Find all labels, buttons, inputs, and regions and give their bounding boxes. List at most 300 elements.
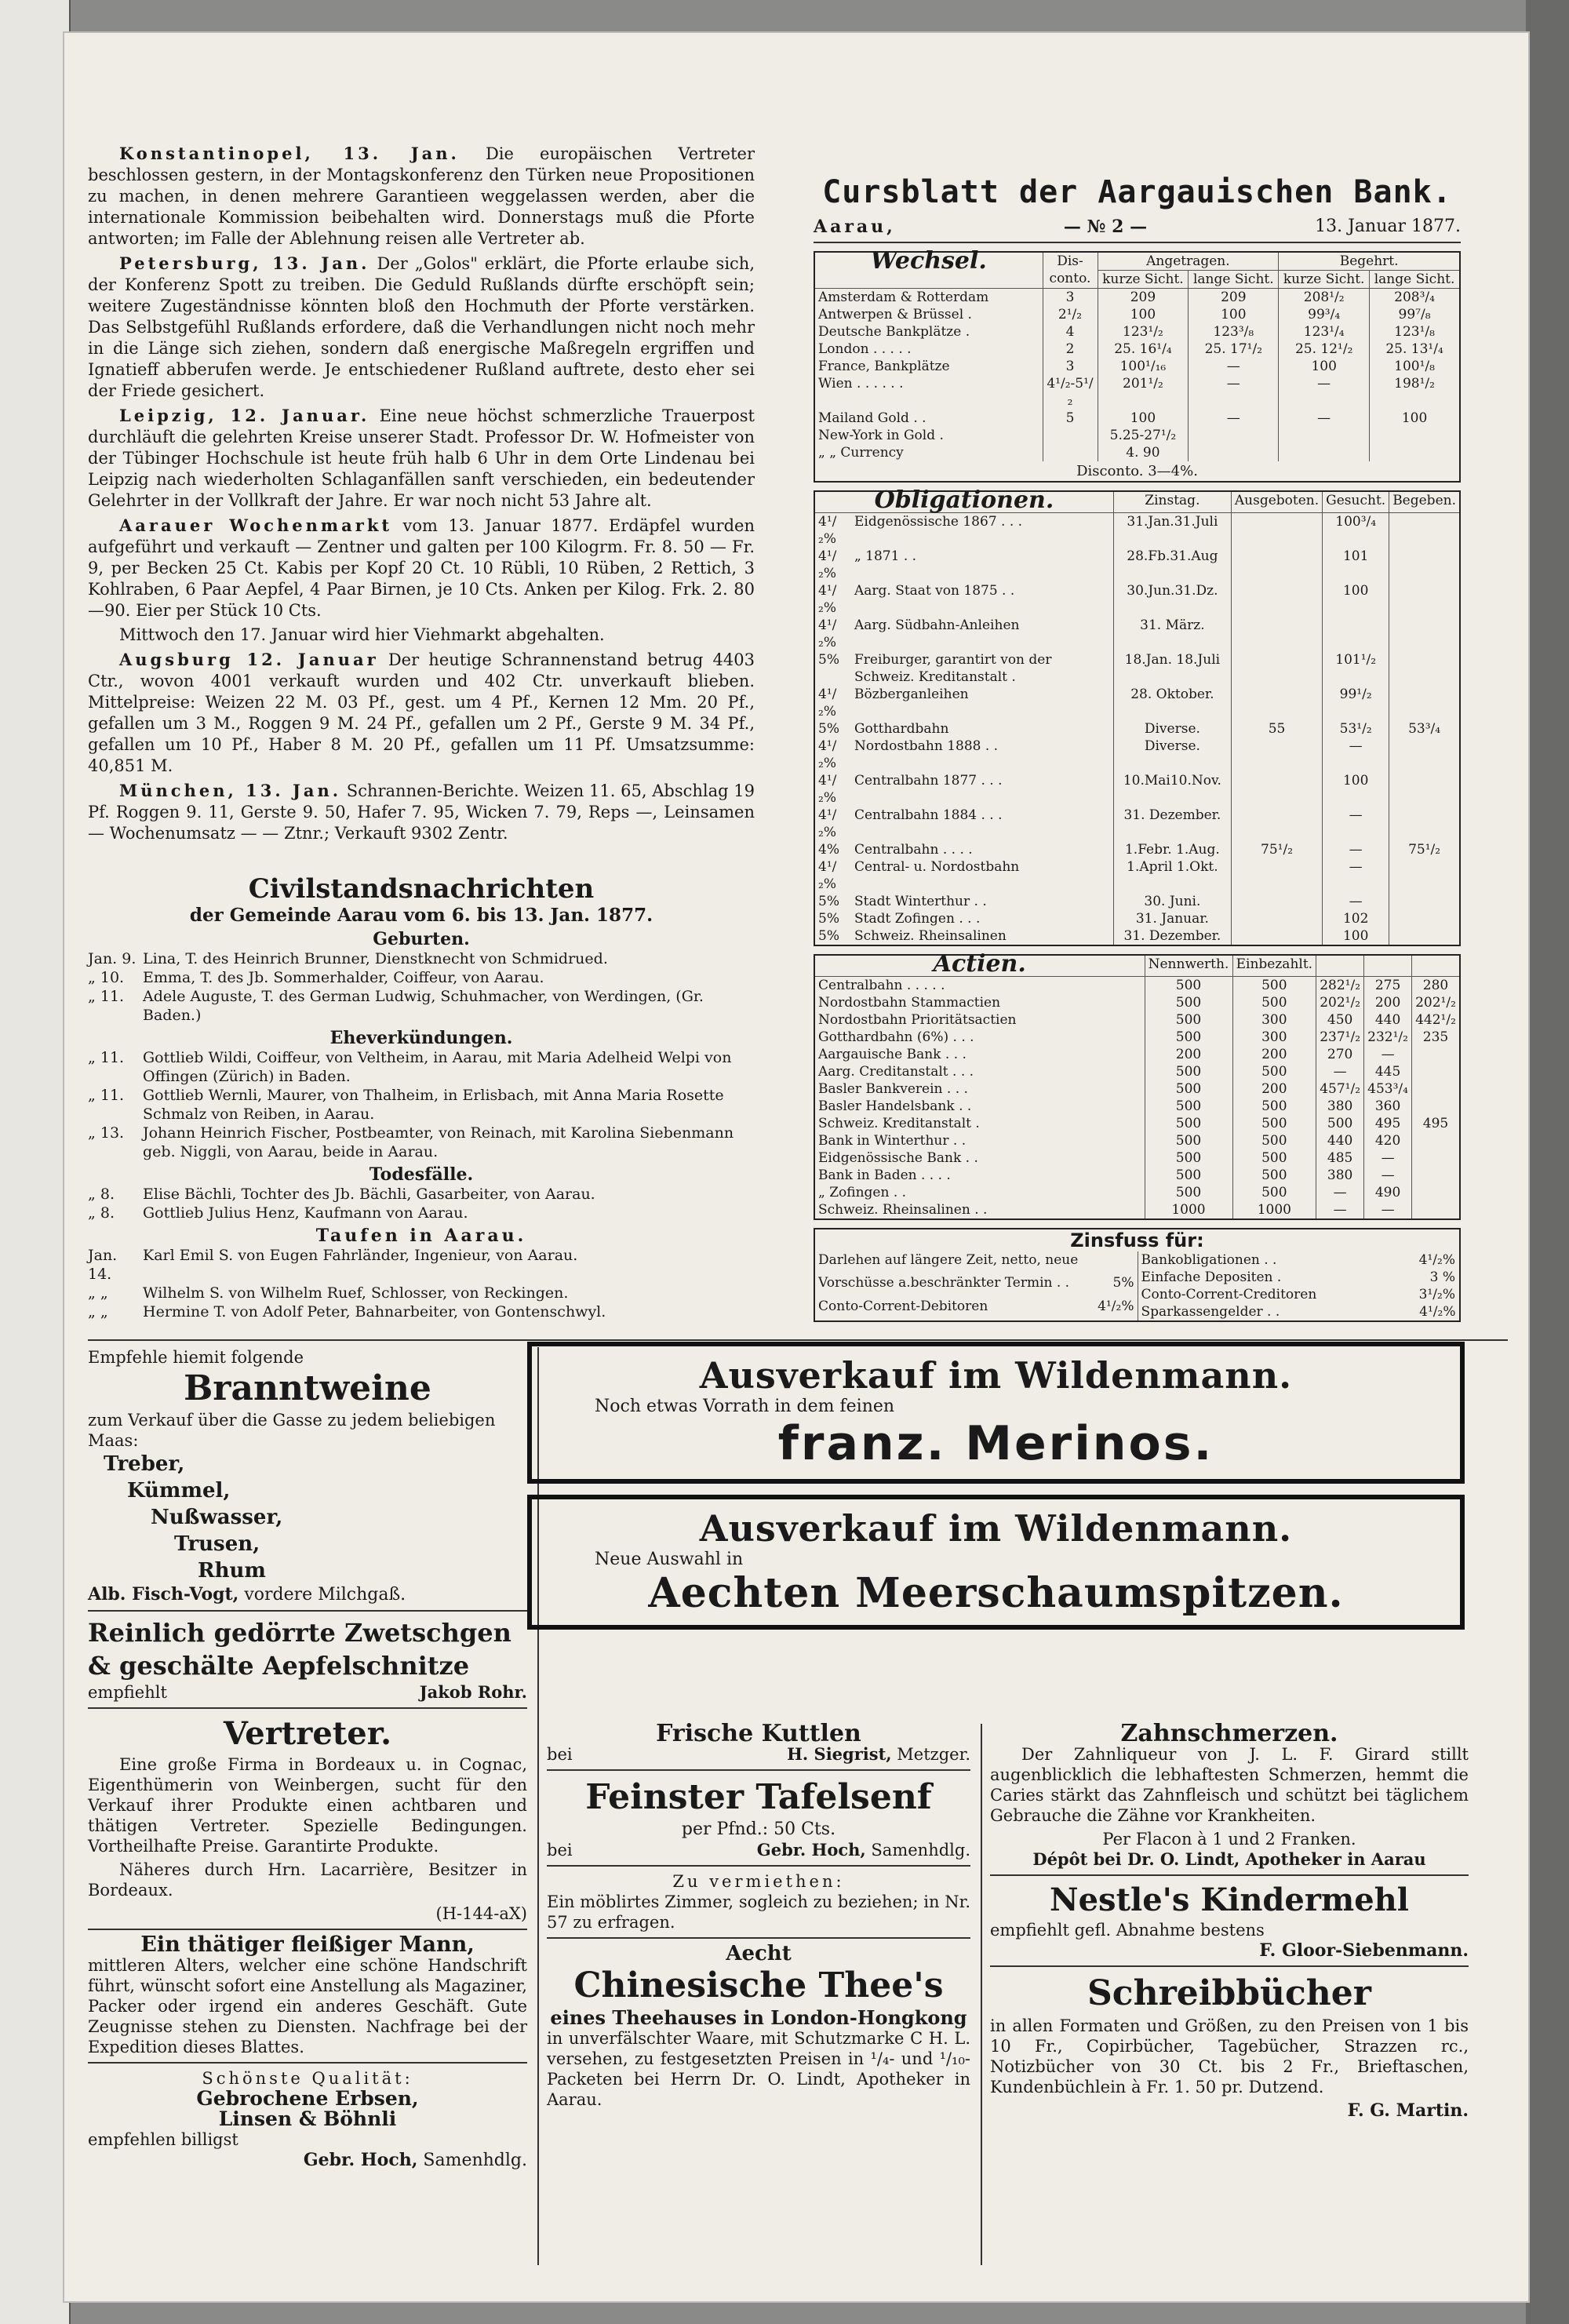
oblig-row-cell: 10.Mai10.Nov. [1113, 772, 1231, 807]
zinsfuss-label: Conto-Corrent-Debitoren [818, 1298, 988, 1314]
oblig-row-cell: 28.Fb.31.Aug [1113, 548, 1231, 582]
oblig-row-cell: „ 1871 . . [854, 548, 917, 564]
begehrt-header: Begehrt. [1279, 253, 1459, 271]
actien-row-cell: Aarg. Creditanstalt . . . [818, 1064, 974, 1080]
actien-row [815, 1149, 1459, 1167]
brannt-sub: zum Verkauf über die Gasse zu jedem beliebigen Maas: [88, 1411, 496, 1450]
actien-row-cell: 380 [1316, 1098, 1364, 1115]
senf-price: per Pfnd.: 50 Cts. [681, 1819, 836, 1839]
actien-row-cell: 500 [1232, 994, 1316, 1011]
oblig-row-cell: 31.Jan.31.Juli [1113, 513, 1231, 548]
zinsfuss-label: Conto-Corrent-Creditoren [1141, 1287, 1317, 1302]
wechsel-row-cell [1279, 427, 1370, 444]
oblig-row-cell: 18.Jan. 18.Juli [1113, 651, 1231, 686]
oblig-row-cell [1231, 927, 1322, 945]
disconto-header: Dis-conto. [1043, 253, 1098, 289]
wechsel-row-cell: 100 [1370, 410, 1459, 427]
zinsfuss-label: Einfache Depositen . [1141, 1269, 1282, 1285]
actien-row [815, 1115, 1459, 1132]
actien-row-cell: — [1316, 1201, 1364, 1218]
wechsel-row-cell: 100 [1279, 358, 1370, 375]
oblig-row-cell [1389, 893, 1459, 910]
news-dateline: München, 13. Jan. [119, 781, 342, 800]
mann-text: mittleren Alters, welcher eine schöne Handschrift führt, wünscht sofort eine Anstellung als Magaziner, Packer oder irgend ein anderes Geschäft. Gute Zeugnisse stehen zu Diensten. Nachfrage bei der Expedition dieses Blattes. [88, 1956, 527, 2056]
wechsel-row-cell: 2¹/₂ [1043, 306, 1098, 323]
actien-row-cell: 1000 [1145, 1201, 1232, 1218]
actien-row [815, 1184, 1459, 1201]
wechsel-row-cell [1043, 444, 1098, 461]
actien-row-cell: Schweiz. Rheinsalinen . . [818, 1202, 988, 1218]
actien-row-cell: 500 [1232, 1115, 1316, 1132]
actien-row [815, 1011, 1459, 1029]
wechsel-row-cell: 123³/₈ [1189, 323, 1279, 341]
wechsel-row-cell: 209 [1189, 289, 1279, 307]
actien-row-cell: Centralbahn . . . . . [818, 978, 945, 993]
zinsfuss-rate: 5% [1112, 1275, 1134, 1291]
wechsel-row-cell: 25. 16¹/₄ [1098, 341, 1189, 358]
obligationen-table-box [814, 486, 1461, 946]
actien-row [815, 1201, 1459, 1218]
brannt-address: vordere Milchgaß. [244, 1585, 406, 1605]
news-dateline: Aarauer Wochenmarkt [119, 515, 393, 535]
news-paragraph: München, 13. Jan. Schrannen-Berichte. Weizen 11. 65, Abschlag 19 Pf. Roggen 9. 11, Gerste 9. 50, Hafer 7. 95, Wicken 7. 79, Reps —, Leinsamen — Wochenumsatz — — Ztnr.; Verkauft 9302 Zentr. [88, 781, 755, 843]
oblig-row [815, 686, 1459, 720]
oblig-row-cell [1389, 617, 1459, 651]
wechsel-row-cell: Mailand Gold . . [818, 410, 926, 426]
oblig-row-cell: 4¹/₂% [818, 583, 837, 616]
actien-row-cell: — [1316, 1184, 1364, 1201]
zinsfuss-right [1138, 1251, 1460, 1320]
zinsfuss-row [1138, 1286, 1459, 1303]
registry-date: „ „ [88, 1284, 108, 1302]
actien-row [815, 1029, 1459, 1046]
oblig-row-cell [1231, 910, 1322, 927]
actien-row-cell: 282¹/₂ [1316, 977, 1364, 995]
actien-row-cell: 360 [1364, 1098, 1412, 1115]
oblig-row [815, 548, 1459, 582]
zinsfuss-row [815, 1274, 1138, 1297]
actien-row-cell: Gotthardbahn (6%) . . . [818, 1029, 974, 1045]
zinsfuss-row [1138, 1303, 1459, 1320]
senf-bei: bei [547, 1841, 573, 1860]
zinsfuss-title: Zinsfuss für: [1070, 1229, 1204, 1251]
vertreter-title: Vertreter. [223, 1715, 392, 1752]
wechsel-row-cell: 123¹/₄ [1279, 323, 1370, 341]
baptisms-heading: Taufen in Aarau. [315, 1226, 527, 1246]
wechsel-table-box [814, 247, 1461, 483]
vertreter-code: (H-144-aX) [435, 1904, 527, 1923]
news-paragraph: Augsburg 12. Januar Der heutige Schrannenstand betrug 4403 Ctr., wovon 4001 verkauft wurden und 402 Ctr. unverkauft blieben. Mittelpreise: Weizen 22 M. 03 Pf., gest. um 4 Pf., Kernen 12 Mm. 20 Pf., gefallen um 3 M., Roggen 9 M. 24 Pf., gefallen um 2 Pf., Gerste 9 M. 34 Pf., gefallen um 10 Pf., Haber 8 M. 20 Pf., gefallen um 11 Pf. Umsatzsumme: 40,851 M. [88, 650, 755, 775]
actien-row-cell: 485 [1316, 1149, 1364, 1167]
actien-row-cell [1412, 1167, 1459, 1184]
aepfel-title: & geschälte Aepfelschnitze [88, 1651, 470, 1681]
oblig-row-cell: 5% [818, 928, 839, 944]
oblig-row-cell: — [1323, 807, 1389, 841]
erbsen-recommend: empfehlen billigst [88, 2130, 238, 2149]
cursblatt-number: — № 2 — [1063, 217, 1148, 237]
registry-text: Adele Auguste, T. des German Ludwig, Schuhmacher, von Werdingen, (Gr. Baden.) [143, 988, 704, 1024]
oblig-row-cell: 4¹/₂% [818, 738, 837, 771]
registry-entry [88, 968, 755, 987]
actien-row-cell: 445 [1364, 1063, 1412, 1080]
actien-row-cell: 457¹/₂ [1316, 1080, 1364, 1098]
oblig-row-cell: — [1323, 738, 1389, 772]
registry-entry [88, 1185, 755, 1204]
brannt-item: Nußwasser, [151, 1506, 283, 1529]
actien-row-cell [1412, 1184, 1459, 1201]
oblig-row-cell: 102 [1323, 910, 1389, 927]
registry-date: Jan. 14. [88, 1247, 118, 1283]
wechsel-row-cell: 99⁷/₈ [1370, 306, 1459, 323]
oblig-row [815, 720, 1459, 738]
deaths-heading: Todesfälle. [369, 1164, 474, 1185]
oblig-row-cell: Nordostbahn 1888 . . [854, 738, 999, 754]
wildenmann-text-2: Neue Auswahl in [595, 1550, 744, 1569]
oblig-row-cell: 100 [1323, 927, 1389, 945]
schreib-title: Schreibbücher [1087, 1973, 1371, 2013]
oblig-row-cell: Central- u. Nordostbahn [854, 859, 1020, 875]
brannt-item: Kümmel, [127, 1479, 231, 1503]
wechsel-row [815, 306, 1459, 323]
kurze-header: kurze Sicht. [1279, 271, 1370, 289]
news-column [88, 143, 755, 847]
wechsel-row-cell: Amsterdam & Rotterdam [818, 290, 989, 305]
thee-aecht: Aecht [726, 1942, 792, 1965]
actien-row-cell: 500 [1145, 1098, 1232, 1115]
divider [547, 1937, 970, 1939]
wildenmann-title-2: Ausverkauf im Wildenmann. [699, 1507, 1293, 1550]
oblig-row-cell [1389, 513, 1459, 548]
divider [88, 1929, 527, 1930]
actien-row-cell: 237¹/₂ [1316, 1029, 1364, 1046]
meerschaum-heading: Aechten Meerschaumspitzen. [648, 1569, 1344, 1617]
kuttlen-signature: H. Siegrist, [787, 1744, 892, 1764]
actien-row-cell: 490 [1364, 1184, 1412, 1201]
wechsel-row-cell: 5 [1043, 410, 1098, 427]
news-paragraph: Petersburg, 13. Jan. Der „Golos" erklärt, die Pforte erlaube sich, der Konferenz Spott zu treiben. Die Geduld Rußlands dürfte erschöpft sein; weitere Zugeständnisse könnten bloß den Hochmuth der Pforte verstärken. Das Selbstgefühl Rußlands erfordere, daß die Verhandlungen nicht noch mehr in die Länge sich ziehen, sondern daß energische Maßregeln ergriffen und Ignatieff abberufen werde. Je entschiedener Rußland auftrete, desto eher sei der Friede gesichert. [88, 253, 755, 400]
actien-row-cell [1412, 1063, 1459, 1080]
actien-row-cell: 1000 [1232, 1201, 1316, 1218]
actien-row-cell: 500 [1145, 1029, 1232, 1046]
wechsel-row-cell [1043, 427, 1098, 444]
oblig-row [815, 858, 1459, 893]
ads-left-column [88, 1347, 527, 2171]
zinsfuss-label: Vorschüsse a.beschränkter Termin . . [818, 1275, 1070, 1291]
registry-text: Gottlieb Wernli, Maurer, von Thalheim, in Erlisbach, mit Anna Maria Rosette Schmalz von Reiben, in Aarau. [143, 1087, 724, 1123]
oblig-row-cell: 28. Oktober. [1113, 686, 1231, 720]
oblig-row-cell: 1.Febr. 1.Aug. [1113, 841, 1231, 858]
wechsel-row-cell: 100 [1098, 410, 1189, 427]
registry-date: Jan. 9. [88, 950, 137, 967]
schreib-text: in allen Formaten und Größen, zu den Preisen von 1 bis 10 Fr., Copirbücher, Tagebücher, Strazzen rc., Notizbücher von 30 Ct. bis 2 Fr., Brieftaschen, Kundenbüchlein à Fr. 1. 50 pr. Dutzend. [990, 2016, 1469, 2096]
vertreter-text: Eine große Firma in Bordeaux u. in Cognac, Eigenthümerin von Weinbergen, sucht für den Verkauf ihrer Produkte einen achtbaren und thätigen Vertreter. Spezielle Bedingungen. Vortheilhafte Preise. Garantirte Produkte. [88, 1755, 527, 1856]
wildenmann-ad-1 [527, 1342, 1465, 1484]
actien-row-cell: — [1364, 1149, 1412, 1167]
oblig-row-cell: 53¹/₂ [1323, 720, 1389, 738]
wechsel-row [815, 341, 1459, 358]
oblig-row-cell: Aarg. Staat von 1875 . . [854, 583, 1015, 599]
zinstag-header: Zinstag. [1113, 492, 1231, 513]
zinsfuss-rate: 4¹/₂% [1098, 1298, 1134, 1314]
actien-row-cell: 380 [1316, 1167, 1364, 1184]
actien-row-cell: Bank in Baden . . . . [818, 1167, 951, 1183]
adjacent-page-edge [0, 0, 71, 2324]
wechsel-row-cell: 123¹/₂ [1098, 323, 1189, 341]
wechsel-table [815, 247, 1459, 461]
divider [88, 1707, 527, 1709]
registry-text: Hermine T. von Adolf Peter, Bahnarbeiter, von Gontenschwyl. [143, 1303, 606, 1320]
zinsfuss-row [1138, 1251, 1459, 1269]
registry-date: „ 13. [88, 1124, 125, 1142]
oblig-row-cell [1389, 927, 1459, 945]
oblig-row [815, 772, 1459, 807]
wechsel-row-cell: 2 [1043, 341, 1098, 358]
oblig-row-cell: 30. Juni. [1113, 893, 1231, 910]
actien-row-cell: 300 [1232, 1011, 1316, 1029]
oblig-row [815, 651, 1459, 686]
nennwerth-header: Nennwerth. [1145, 956, 1232, 977]
actien-row-cell: Eidgenössische Bank . . [818, 1150, 978, 1166]
oblig-row-cell [1389, 807, 1459, 841]
brannt-item: Trusen, [174, 1532, 260, 1556]
actien-row-cell: „ Zofingen . . [818, 1185, 907, 1200]
zinsfuss-label: Sparkassengelder . . [1141, 1304, 1280, 1320]
births-heading: Geburten. [373, 929, 470, 949]
divider [990, 1874, 1469, 1876]
oblig-row-cell: 4¹/₂% [818, 514, 837, 547]
wechsel-row-cell: — [1189, 375, 1279, 410]
registry-entry [88, 1048, 755, 1086]
registry-date: „ 11. [88, 1087, 125, 1104]
oblig-row-cell [1389, 858, 1459, 893]
actien-row-cell: 200 [1232, 1046, 1316, 1063]
oblig-row-cell [1389, 582, 1459, 617]
oblig-row-cell: Centralbahn . . . . [854, 842, 973, 858]
oblig-row-cell: 101¹/₂ [1323, 651, 1389, 686]
actien-row-cell [1412, 1201, 1459, 1218]
oblig-row-cell: Centralbahn 1877 . . . [854, 773, 1003, 789]
wechsel-row-cell: 100 [1189, 306, 1279, 323]
thee-text: in unverfälschter Waare, mit Schutzmarke C H. L. versehen, zu festgesetzten Preisen in ¹/₄- und ¹/₁₀-Packeten bei Herrn Dr. O. Lindt, Apotheker in Aarau. [547, 2029, 970, 2109]
senf-shop: Samenhdlg. [871, 1841, 970, 1860]
oblig-row-cell: 4¹/₂% [818, 773, 837, 806]
oblig-row-cell: 4¹/₂% [818, 548, 837, 581]
wechsel-row-cell [1189, 427, 1279, 444]
senf-title: Feinster Tafelsenf [585, 1777, 932, 1817]
oblig-row-cell: 4% [818, 842, 839, 858]
registry-entry [88, 949, 755, 968]
actien-row-cell: — [1364, 1046, 1412, 1063]
wechsel-row-cell: London . . . . . [818, 341, 912, 357]
brannt-signature: Alb. Fisch-Vogt, [88, 1584, 239, 1605]
actien-row-cell: 442¹/₂ [1412, 1011, 1459, 1029]
zinsfuss-rate: 4¹/₂% [1418, 1252, 1455, 1268]
actien-row-cell [1412, 1080, 1459, 1098]
actien-row-cell: 300 [1232, 1029, 1316, 1046]
registry-date: „ „ [88, 1303, 108, 1320]
registry-entry [88, 1124, 755, 1161]
oblig-row [815, 617, 1459, 651]
merinos-heading: franz. Merinos. [777, 1416, 1214, 1471]
actien-row [815, 1098, 1459, 1115]
registry-text: Elise Bächli, Tochter des Jb. Bächli, Gasarbeiter, von Aarau. [143, 1186, 595, 1203]
zahn-title: Zahnschmerzen. [1120, 1720, 1338, 1747]
oblig-row-cell: 101 [1323, 548, 1389, 582]
zw-recommend: empfiehlt [88, 1683, 167, 1702]
zinsfuss-box [814, 1228, 1461, 1322]
registry-text: Emma, T. des Jb. Sommerhalder, Coiffeur, von Aarau. [143, 969, 544, 986]
oblig-row-cell: 5% [818, 894, 839, 909]
gesucht-header: Gesucht. [1323, 492, 1389, 513]
oblig-row-cell [1389, 651, 1459, 686]
actien-row-cell: 500 [1232, 977, 1316, 995]
divider [88, 2062, 527, 2064]
registry-entry [88, 1086, 755, 1124]
actien-table-box [814, 950, 1461, 1220]
thee-subtitle: eines Theehauses in London-Hongkong [550, 2006, 967, 2029]
actien-row-cell [1412, 1149, 1459, 1167]
deaths-list [88, 1185, 755, 1222]
actien-row-cell: 450 [1316, 1011, 1364, 1029]
news-paragraph: Mittwoch den 17. Januar wird hier Viehmarkt abgehalten. [119, 625, 605, 644]
wechsel-row-cell: — [1189, 358, 1279, 375]
wechsel-row-cell: 208³/₄ [1370, 289, 1459, 307]
wechsel-row-cell: Antwerpen & Brüssel . [818, 307, 972, 322]
zinsfuss-rate: 4¹/₂% [1419, 1304, 1456, 1320]
angetragen-header: Angetragen. [1098, 253, 1279, 271]
oblig-row-cell: 31. Januar. [1113, 910, 1231, 927]
actien-row-cell: 500 [1145, 1149, 1232, 1167]
oblig-row-cell: 53³/₄ [1389, 720, 1459, 738]
registry-entry [88, 1204, 755, 1222]
oblig-row-cell: Aarg. Südbahn-Anleihen [854, 617, 1020, 633]
wechsel-row-cell: 99³/₄ [1279, 306, 1370, 323]
oblig-row-cell: Freiburger, garantirt von der Schweiz. Kreditanstalt . [854, 652, 1052, 685]
cursblatt [814, 174, 1461, 1322]
wechsel-title: Wechsel. [870, 247, 987, 275]
oblig-row-cell [1231, 772, 1322, 807]
oblig-row-cell: 31. März. [1113, 617, 1231, 651]
oblig-row-cell: Bözberganleihen [854, 687, 969, 702]
actien-table [815, 950, 1459, 1218]
registry-entry [88, 1302, 755, 1321]
divider [814, 242, 1461, 243]
wechsel-row-cell [1189, 444, 1279, 461]
einbezahlt-header: Einbezahlt. [1232, 956, 1316, 977]
actien-row-cell: 500 [1232, 1184, 1316, 1201]
actien-row-cell: 232¹/₂ [1364, 1029, 1412, 1046]
registry-date: „ 10. [88, 969, 125, 986]
cursblatt-header [814, 217, 1461, 237]
divider [547, 1769, 970, 1771]
baptisms-list [88, 1246, 755, 1321]
oblig-row-cell: 4¹/₂% [818, 617, 837, 650]
registry-entry [88, 987, 755, 1025]
wechsel-row-cell: 100¹/₈ [1370, 358, 1459, 375]
registry-date: „ 11. [88, 988, 125, 1005]
zinsfuss-rate: 3 % [1429, 1269, 1455, 1285]
oblig-row-cell: 75¹/₂ [1389, 841, 1459, 858]
zinsfuss-label: Bankobligationen . . [1141, 1252, 1277, 1268]
marriages-list [88, 1048, 755, 1161]
wechsel-row [815, 358, 1459, 375]
zinsfuss-left [815, 1251, 1138, 1320]
oblig-row-cell: 1.April 1.Okt. [1113, 858, 1231, 893]
wechsel-row-cell: „ „ Currency [818, 445, 904, 461]
civil-registry [88, 872, 755, 1321]
zwetschgen-title: Reinlich gedörrte Zwetschgen [88, 1618, 511, 1648]
oblig-row-cell [1231, 513, 1322, 548]
brannt-items [88, 1451, 527, 1584]
wechsel-row [815, 289, 1459, 307]
actien-row-cell: Basler Handelsbank . . [818, 1098, 972, 1114]
actien-row-cell: Bank in Winterthur . . [818, 1133, 967, 1149]
wechsel-row [815, 410, 1459, 427]
oblig-row-cell [1231, 858, 1322, 893]
oblig-row [815, 893, 1459, 910]
news-dateline: Konstantinopel, 13. Jan. [119, 144, 460, 163]
actien-row-cell: 500 [1145, 977, 1232, 995]
oblig-row-cell [1231, 548, 1322, 582]
wechsel-row-cell: 100¹/₁₆ [1098, 358, 1189, 375]
oblig-row-cell: 75¹/₂ [1231, 841, 1322, 858]
column-divider [981, 1724, 982, 2265]
wechsel-row-cell: 123¹/₈ [1370, 323, 1459, 341]
wildenmann-text-1: Noch etwas Vorrath in dem feinen [595, 1397, 895, 1416]
registry-text: Wilhelm S. von Wilhelm Ruef, Schlosser, von Reckingen. [143, 1284, 569, 1302]
wechsel-row-cell: 201¹/₂ [1098, 375, 1189, 410]
actien-title: Actien. [933, 950, 1026, 978]
linsen-title: Linsen & Böhnli [218, 2107, 397, 2130]
zinsfuss-row [815, 1298, 1138, 1320]
oblig-row-cell: Centralbahn 1884 . . . [854, 807, 1003, 823]
wildenmann-title-1: Ausverkauf im Wildenmann. [699, 1354, 1293, 1397]
ads-middle-column [547, 1720, 970, 2113]
oblig-row-cell: — [1323, 841, 1389, 858]
actien-row-cell: 500 [1232, 1098, 1316, 1115]
divider [547, 1865, 970, 1867]
wechsel-row-cell [1370, 427, 1459, 444]
mann-title: Ein thätiger fleißiger Mann, [140, 1932, 475, 1957]
actien-row-cell: 200 [1232, 1080, 1316, 1098]
brannt-item: Treber, [104, 1452, 185, 1476]
news-dateline: Leipzig, 12. Januar. [119, 406, 370, 425]
civil-title: Civilstandsnachrichten [248, 873, 595, 905]
oblig-row-cell: Eidgenössische 1867 . . . [854, 514, 1023, 530]
oblig-row-cell: 55 [1231, 720, 1322, 738]
wechsel-row-cell: 4 [1043, 323, 1098, 341]
oblig-row-cell: 30.Jun.31.Dz. [1113, 582, 1231, 617]
nestle-text: empfiehlt gefl. Abnahme bestens [990, 1921, 1265, 1940]
vertreter-contact: Näheres durch Hrn. Lacarrière, Besitzer in Bordeaux. [88, 1860, 527, 1900]
brannt-item: Rhum [198, 1559, 266, 1583]
registry-text: Johann Heinrich Fischer, Postbeamter, von Reinach, mit Karolina Siebenmann geb. Niggli, von Aarau, beide in Aarau. [143, 1124, 734, 1160]
wechsel-row-cell: New-York in Gold . [818, 428, 944, 443]
disconto-rate: Disconto. 3—4%. [1076, 463, 1198, 479]
oblig-row-cell: 99¹/₂ [1323, 686, 1389, 720]
oblig-row-cell [1231, 651, 1322, 686]
oblig-row-cell: 5% [818, 652, 839, 668]
oblig-row-cell [1389, 686, 1459, 720]
wechsel-row-cell: 4¹/₂-5¹/₂ [1043, 375, 1098, 410]
wechsel-row-cell: Deutsche Bankplätze . [818, 324, 970, 340]
wechsel-row-cell: 5.25-27¹/₂ [1098, 427, 1189, 444]
actien-row-cell: 500 [1145, 1184, 1232, 1201]
news-dateline: Petersburg, 13. Jan. [119, 253, 370, 273]
oblig-row-cell: 4¹/₂% [818, 807, 837, 840]
oblig-row [815, 841, 1459, 858]
wechsel-row-cell: 208¹/₂ [1279, 289, 1370, 307]
